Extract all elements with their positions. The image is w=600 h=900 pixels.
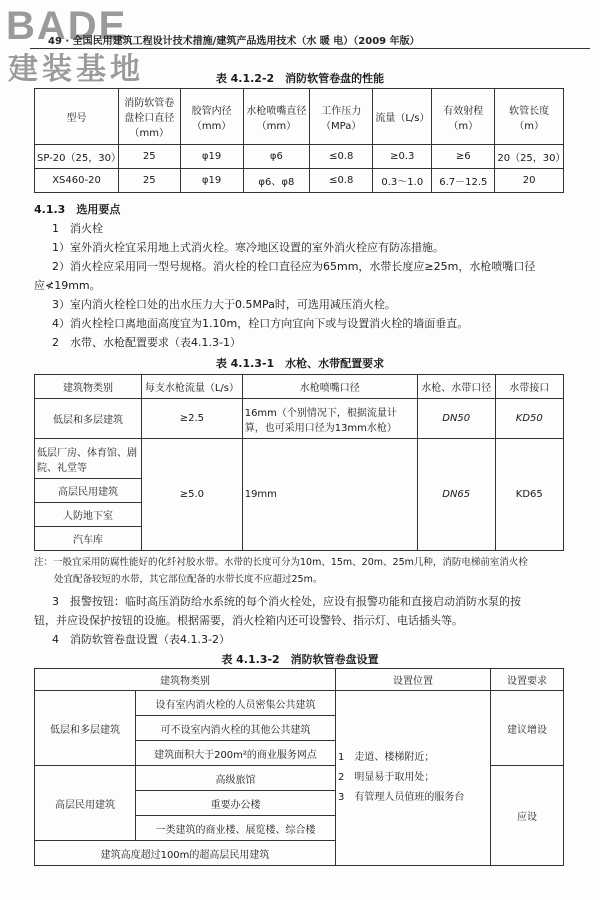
note-line: 注：一般宜采用防腐性能好的化纤衬胶水带。水带的长度可分为10m、15m、20m、25m几种，消防电梯前室消火栓	[34, 557, 528, 568]
table-row	[35, 169, 564, 193]
note-line: 处宜配备较短的水带，其它部位配备的水带长度不应超过25m。	[54, 574, 323, 585]
table-cell: SP-20（25，30）	[35, 145, 119, 169]
table-row	[35, 145, 564, 169]
table-hose-reel-setting	[34, 668, 564, 866]
table-cell: 应设	[491, 766, 564, 866]
header-cell: 软管长度（m）	[495, 89, 564, 145]
table2-caption: 表 4.1.3-1 水枪、水带配置要求	[215, 357, 385, 370]
position-item: 1 走道、楼梯附近；	[338, 752, 435, 763]
table-nozzle-hose-config	[34, 374, 564, 551]
section-413-text	[34, 200, 564, 352]
paragraph: 4）消火栓栓口离地面高度宜为1.10m，栓口方向宜向下或与设置消火栓的墙面垂直。	[52, 317, 469, 330]
position-item: 3 有管理人员值班的服务台	[338, 792, 465, 803]
table-cell-positions	[336, 691, 491, 866]
table-cell: 16mm（个别情况下，根据流量计算，也可采用口径为13mm水枪）	[242, 399, 417, 439]
item-3: 3 报警按钮：临时高压消防给水系统的每个消火栓处，应设有报警功能和直接启动消防水泵的按	[52, 595, 521, 608]
table-hose-reel-performance	[34, 88, 564, 193]
table-header-row	[35, 89, 564, 145]
table-cell: ≥0.3	[373, 145, 432, 169]
table-cell: ≥2.5	[142, 399, 243, 439]
table-cell: 0.3～1.0	[373, 169, 432, 193]
table-cell: 20	[495, 169, 564, 193]
table-cell: 25	[119, 145, 180, 169]
table1-caption: 表 4.1.2-2 消防软管卷盘的性能	[215, 72, 385, 85]
table-cell: 19mm	[242, 439, 417, 551]
table-cell: ≥6	[432, 145, 495, 169]
table-cell: ≤0.8	[310, 169, 373, 193]
table-cell: φ19	[180, 169, 243, 193]
paragraph: 1）室外消火栓宜采用地上式消火栓。寒冷地区设置的室外消火栓应有防冻措施。	[52, 241, 444, 254]
table-cell: φ19	[180, 145, 243, 169]
table-header-row	[35, 375, 564, 399]
header-rule	[30, 48, 590, 49]
table-cell: ≥5.0	[142, 439, 243, 551]
header-cell: 建筑物类别	[35, 669, 336, 691]
table-cell: XS460-20	[35, 169, 119, 193]
table-cell: 低层和多层建筑	[35, 691, 136, 766]
table-cell: 一类建筑的商业楼、展览楼、综合楼	[136, 816, 336, 841]
table-cell: 建筑高度超过100m的超高层民用建筑	[35, 841, 336, 866]
header-cell: 设置位置	[336, 669, 491, 691]
table-cell: 高层民用建筑	[35, 479, 142, 503]
table-cell: 人防地下室	[35, 503, 142, 527]
table-cell: KD50	[495, 399, 563, 439]
table-cell: DN50	[417, 399, 495, 439]
position-item: 2 明显易于取用处；	[338, 772, 435, 783]
header-cell: 流量（L/s）	[373, 89, 432, 145]
table-cell: φ6、φ8	[243, 169, 309, 193]
header-cell: 建筑物类别	[35, 375, 142, 399]
header-cell: 有效射程（m）	[432, 89, 495, 145]
table3-caption: 表 4.1.3-2 消防软管卷盘设置	[221, 653, 379, 666]
table-cell: 25	[119, 169, 180, 193]
header-cell: 水枪喷嘴直径（mm）	[243, 89, 309, 145]
header-cell: 胶管内径（mm）	[180, 89, 243, 145]
table-cell: 重要办公楼	[136, 791, 336, 816]
table-cell: 高层民用建筑	[35, 766, 136, 841]
table-cell: 建筑面积大于200m²的商业服务网点	[136, 741, 336, 766]
header-cell: 消防软管卷盘栓口直径（mm）	[119, 89, 180, 145]
item-4: 4 消防软管卷盘设置（表4.1.3-2）	[52, 633, 230, 646]
table-row	[35, 691, 564, 716]
item-2-heading: 2 水带、水枪配置要求（表4.1.3-1）	[52, 336, 241, 349]
table-cell: 设有室内消火栓的人员密集公共建筑	[136, 691, 336, 716]
header-cell: 水枪喷嘴口径	[242, 375, 417, 399]
running-head: 49 · 全国民用建筑工程设计技术措施/建筑产品选用技术（水 暖 电）（2009 年版）	[48, 36, 420, 47]
table-cell: 低层厂房、体育馆、剧院、礼堂等	[35, 439, 142, 479]
table-header-row	[35, 669, 564, 691]
table-cell: 建议增设	[491, 691, 564, 766]
paragraph: 3）室内消火栓栓口处的出水压力大于0.5MPa时，可选用减压消火栓。	[52, 298, 396, 311]
table-cell: 20（25，30）	[495, 145, 564, 169]
table-cell: 6.7－12.5	[432, 169, 495, 193]
section-heading: 4.1.3 选用要点	[34, 203, 121, 216]
table-cell: 汽车库	[35, 527, 142, 551]
paragraph: 2）消火栓应采用同一型号规格。消火栓的栓口直径应为65mm，水带长度应≥25m，水枪喷嘴口径	[52, 260, 536, 273]
header-cell: 每支水枪流量（L/s）	[142, 375, 243, 399]
header-cell: 水带接口	[495, 375, 563, 399]
table-cell: 低层和多层建筑	[35, 399, 142, 439]
header-cell: 型号	[35, 89, 119, 145]
table2-note	[34, 554, 564, 588]
items-3-4	[34, 592, 564, 649]
header-cell: 设置要求	[491, 669, 564, 691]
table-cell: 高级旅馆	[136, 766, 336, 791]
table-cell: 可不设室内消火栓的其他公共建筑	[136, 716, 336, 741]
logo-chinese: 建装基地	[8, 52, 144, 87]
item-1-heading: 1 消火栓	[52, 222, 103, 235]
header-cell: 工作压力（MPa）	[310, 89, 373, 145]
table-cell: φ6	[243, 145, 309, 169]
item-3-continuation: 钮，并应设保护按钮的设施。根据需要，消火栓箱内还可设警铃、指示灯、电话插头等。	[34, 614, 463, 627]
header-cell: 水枪、水带口径	[417, 375, 495, 399]
table-row	[35, 439, 564, 479]
table-row	[35, 399, 564, 439]
table-cell: KD65	[495, 439, 563, 551]
table-cell: DN65	[417, 439, 495, 551]
logo-latin: BADE	[6, 4, 128, 48]
paragraph-continuation: 应≮19mm。	[34, 279, 101, 292]
table-cell: ≤0.8	[310, 145, 373, 169]
